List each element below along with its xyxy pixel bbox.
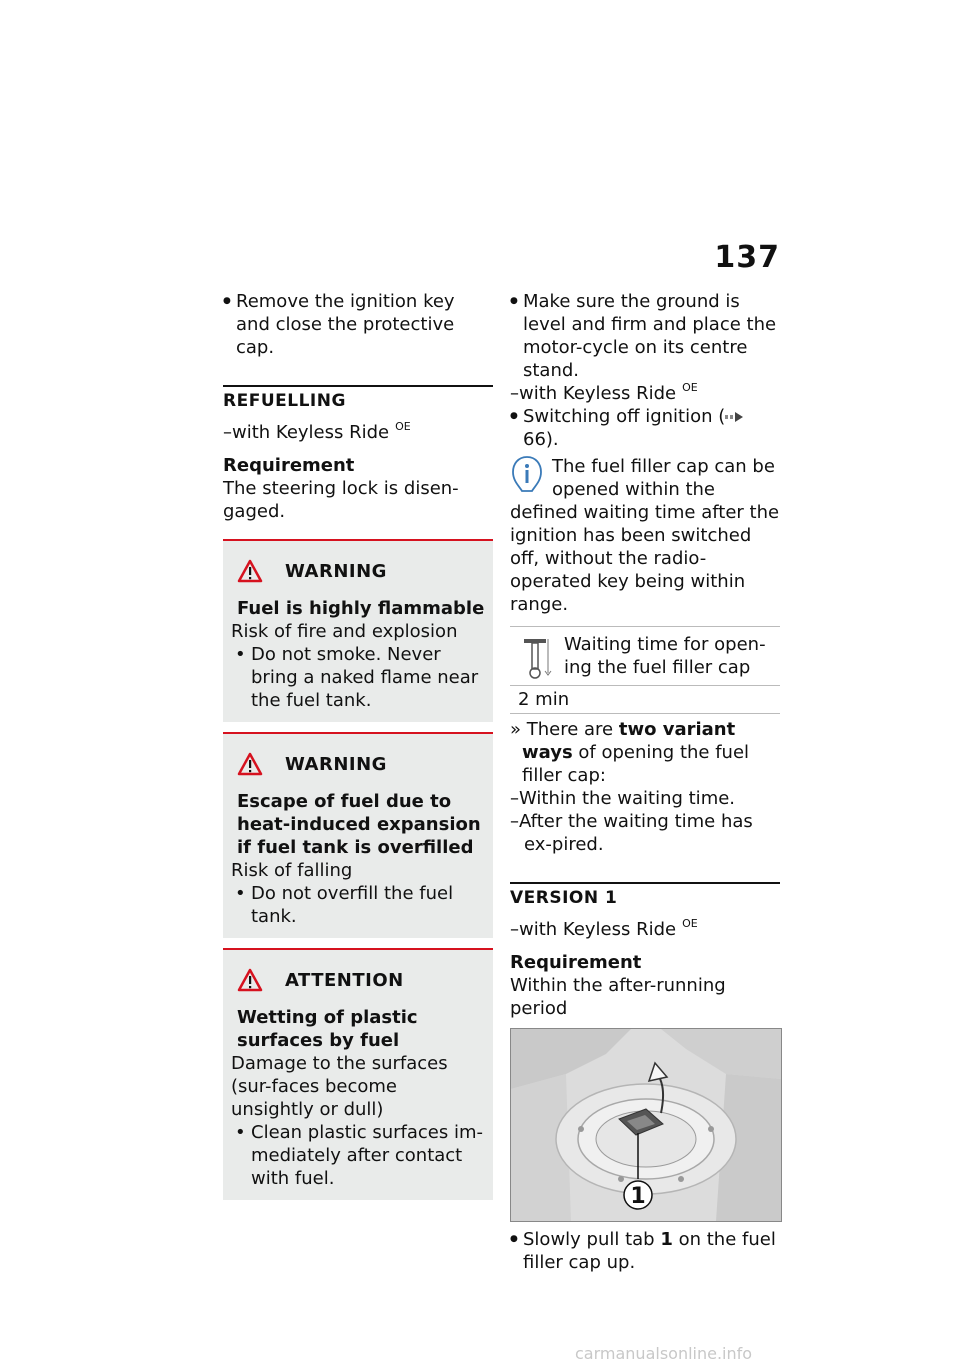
attention-label: ATTENTION <box>285 969 404 991</box>
warning-box-overfill <box>223 732 493 938</box>
warning-header <box>231 752 485 776</box>
attention-subtitle: Wetting of plastic surfaces by fuel <box>237 1007 418 1051</box>
attention-box <box>223 948 493 1200</box>
warning-action: • Do not smoke. Never bring a naked flame near the fuel tank. <box>231 643 485 712</box>
oe-badge: OE <box>395 420 411 433</box>
table-value: 2 min <box>518 689 570 710</box>
warning-header <box>231 559 485 583</box>
keyless-line <box>510 382 780 405</box>
fuel-cap-figure <box>510 1028 782 1222</box>
oe-badge: OE <box>682 917 698 930</box>
waiting-time-table <box>510 626 780 714</box>
attention-risk: Damage to the surfaces (sur-faces become unsightly or dull) <box>231 1053 448 1120</box>
figure-callout-1: 1 <box>630 1184 646 1209</box>
warning-triangle-icon <box>237 752 263 776</box>
pull-prefix: Slowly pull tab <box>523 1229 655 1250</box>
variant-item: –Within the waiting time. <box>510 788 736 809</box>
page-reference-arrow-icon <box>725 412 743 422</box>
info-note <box>510 455 780 616</box>
variant-item: –After the waiting time has ex-pired. <box>510 811 753 855</box>
warning-action: • Do not overfill the fuel tank. <box>231 882 485 928</box>
pull-bold: 1 <box>660 1229 673 1250</box>
watermark: carmanualsonline.info <box>575 1344 753 1363</box>
keyless-text: –with Keyless Ride <box>510 383 677 404</box>
switch-off-suffix: ). <box>545 429 559 450</box>
oe-badge: OE <box>682 381 698 394</box>
variants-suffix: of opening the fuel filler cap: <box>522 742 750 786</box>
warning-label: WARNING <box>285 560 387 582</box>
page-number: 137 <box>714 240 780 275</box>
keyless-text: –with Keyless Ride <box>510 919 677 940</box>
remove-key-step: ● Remove the ignition key and close the protective cap. <box>223 290 493 359</box>
keyless-text: –with Keyless Ride <box>223 422 390 443</box>
fuel-cap-illustration <box>511 1029 781 1221</box>
warning-risk: Risk of fire and explosion <box>231 621 458 642</box>
info-text: The fuel filler cap can be opened within the defined waiting time after the ignition has been switched off, without the radio-operated key being within range. <box>510 456 780 615</box>
warning-subtitle: Fuel is highly flammable <box>237 598 485 619</box>
warning-risk: Risk of falling <box>231 860 353 881</box>
warning-subtitle: Escape of fuel due to heat-induced expansion if fuel tank is overfilled <box>237 791 481 858</box>
right-column <box>510 290 780 1274</box>
ground-level-step: ● Make sure the ground is level and firm and place the motor-cycle on its centre stand. <box>510 290 780 382</box>
switch-off-step <box>510 405 780 451</box>
requirement-text: The steering lock is disen-gaged. <box>223 478 459 522</box>
version-title: VERSION 1 <box>510 882 780 910</box>
fuel-timer-icon <box>518 633 552 681</box>
refuelling-title: REFUELLING <box>223 385 493 413</box>
attention-header <box>231 968 485 992</box>
variants-bold: two variant ways <box>522 719 736 763</box>
pull-tab-step <box>510 1228 780 1274</box>
warning-triangle-icon <box>237 559 263 583</box>
info-icon <box>510 455 544 493</box>
switch-off-text: Switching off ignition ( <box>523 406 726 427</box>
warning-triangle-icon <box>237 968 263 992</box>
pull-suffix: on the fuel filler cap up. <box>523 1229 776 1273</box>
keyless-line <box>510 918 780 941</box>
switch-off-page-link[interactable]: 66 <box>523 429 546 450</box>
table-header-row <box>510 627 780 686</box>
requirement-text: Within the after-running period <box>510 975 726 1019</box>
left-column <box>223 290 493 1200</box>
attention-action: • Clean plastic surfaces im-mediately after contact with fuel. <box>231 1121 485 1190</box>
keyless-line <box>223 421 493 444</box>
requirement-label: Requirement <box>223 455 355 476</box>
table-label: Waiting time for open-ing the fuel filler cap <box>564 634 766 678</box>
warning-label: WARNING <box>285 753 387 775</box>
variants-prefix: » There are <box>510 719 614 740</box>
requirement-label: Requirement <box>510 952 642 973</box>
warning-box-flammable <box>223 539 493 722</box>
variants-intro <box>510 718 780 787</box>
